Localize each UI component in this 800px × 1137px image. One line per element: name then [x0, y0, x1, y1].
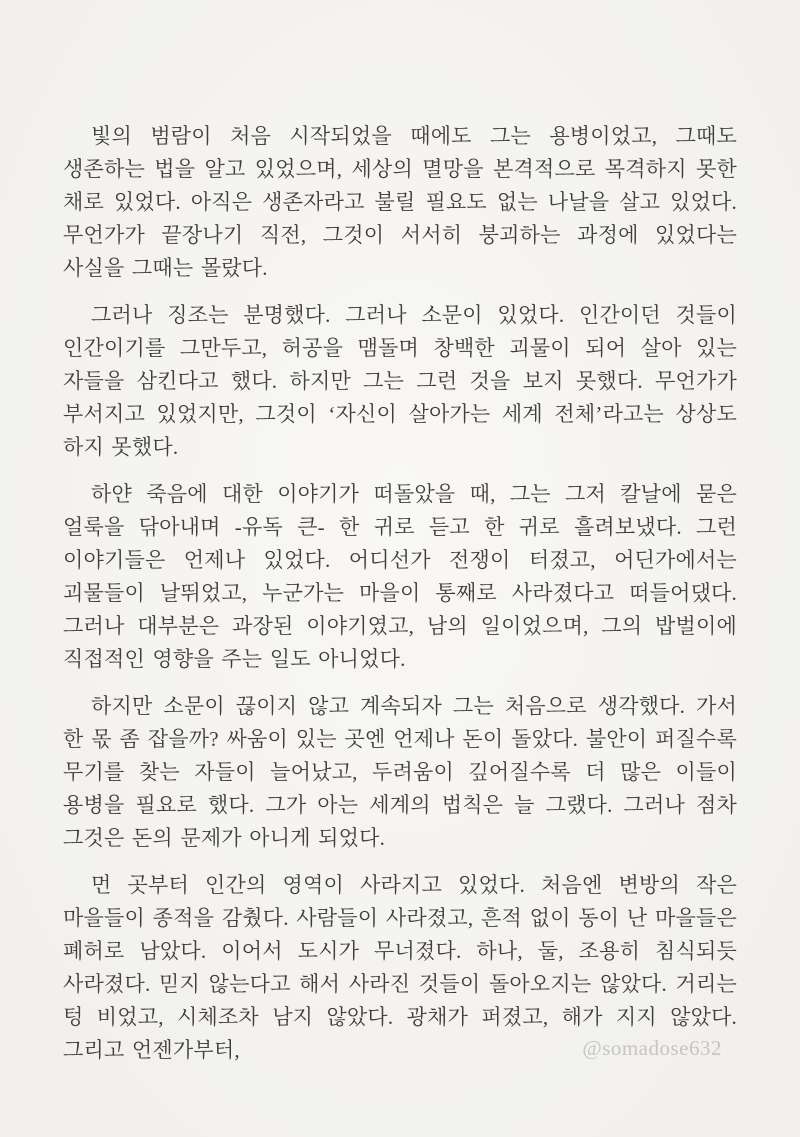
- paragraph: 하얀 죽음에 대한 이야기가 떠돌았을 때, 그는 그저 칼날에 묻은 얼룩을 닦아내며 -유독 큰- 한 귀로 듣고 한 귀로 흘려보냈다. 그런 이야기들은 언제나 있었다. 어디선가 전쟁이 터졌고, 어딘가에서는 괴물들이 날뛰었고, 누군가는 마을이 통째로 사라졌다고 떠들어댔다. 그러나 대부분은 과장된 이야기였고, 남의 일이었으며, 그의 밥벌이에 직접적인 영향을 주는 일도 아니었다.: [63, 482, 737, 671]
- paragraph: 빛의 범람이 처음 시작되었을 때에도 그는 용병이었고, 그때도 생존하는 법을 알고 있었으며, 세상의 멸망을 본격적으로 목격하지 못한 채로 있었다. 아직은 생존자라고 불릴 필요도 없는 나날을 살고 있었다. 무언가가 끝장나기 직전, 그것이 서서히 붕괴하는 과정에 있었다는 사실을 그때는 몰랐다.: [63, 124, 737, 280]
- watermark: @somadose632: [582, 1036, 722, 1060]
- paragraph: 먼 곳부터 인간의 영역이 사라지고 있었다. 처음엔 변방의 작은 마을들이 종적을 감췄다. 사람들이 사라졌고, 흔적 없이 동이 난 마을들은 폐허로 남았다. 이어서 도시가 무너졌다. 하나, 둘, 조용히 침식되듯 사라졌다. 믿지 않는다고 해서 사라진 것들이 돌아오지는 않았다. 거리는 텅 비었고, 시체조차 남지 않았다. 광채가 퍼졌고, 해가 지지 않았다. 그리고 언젠가부터,: [63, 873, 737, 1062]
- paragraph: 그러나 징조는 분명했다. 그러나 소문이 있었다. 인간이던 것들이 인간이기를 그만두고, 허공을 맴돌며 창백한 괴물이 되어 살아 있는 자들을 삼킨다고 했다. 하지만 그는 그런 것을 보지 못했다. 무언가가 부서지고 있었지만, 그것이 ‘자신이 살아가는 세계 전체’라고는 상상도 하지 못했다.: [63, 303, 737, 459]
- paragraph: 하지만 소문이 끊이지 않고 계속되자 그는 처음으로 생각했다. 가서 한 몫 좀 잡을까? 싸움이 있는 곳엔 언제나 돈이 돌았다. 불안이 퍼질수록 무기를 찾는 자들이 늘어났고, 두려움이 깊어질수록 더 많은 이들이 용병을 필요로 했다. 그가 아는 세계의 법칙은 늘 그랬다. 그러나 점차 그것은 돈의 문제가 아니게 되었다.: [63, 694, 737, 850]
- body-text: [63, 120, 737, 1081]
